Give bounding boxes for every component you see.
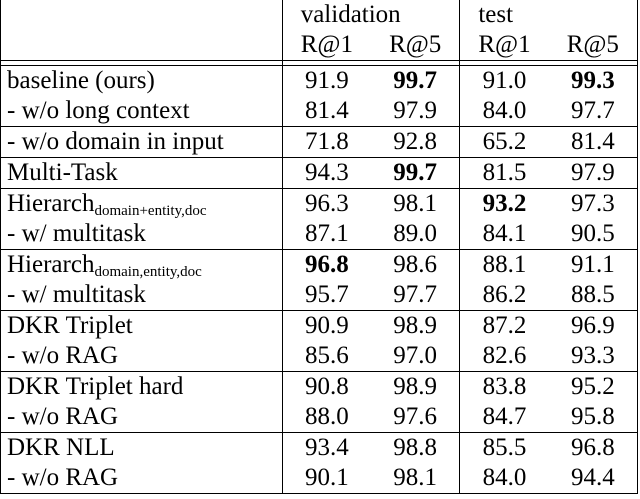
row-label-text: Multi-Task [7, 159, 118, 186]
header-group-validation: validation [282, 0, 460, 30]
row-label [1, 341, 283, 372]
score-value: 95.7 [304, 281, 349, 308]
header-group-test: test [460, 0, 638, 30]
cell-test-r5 [549, 341, 638, 372]
row-label-text: - w/o RAG [7, 342, 119, 369]
score-value: 98.1 [393, 190, 438, 217]
cell-validation-r5 [371, 311, 460, 342]
score-value: 88.1 [482, 251, 527, 278]
row-label [1, 189, 283, 220]
score-value: 91.1 [570, 251, 615, 278]
header-test-r5: R@5 [549, 30, 638, 61]
score-value: 98.6 [393, 251, 438, 278]
cell-validation-r1 [282, 402, 371, 433]
cell-validation-r1 [282, 463, 371, 494]
score-value: 97.6 [393, 403, 438, 430]
header-empty-cell [1, 0, 283, 30]
row-label-text: Hierarch [7, 251, 95, 278]
cell-validation-r5 [371, 280, 460, 311]
best-score-value: 99.3 [570, 67, 615, 94]
table-row [1, 219, 638, 250]
score-value: 86.2 [482, 281, 527, 308]
cell-validation-r1 [282, 96, 371, 127]
cell-validation-r5 [371, 127, 460, 158]
score-value: 98.8 [393, 434, 438, 461]
row-label-text: - w/o RAG [7, 403, 119, 430]
cell-validation-r5 [371, 189, 460, 220]
cell-test-r1 [460, 66, 549, 97]
row-label-text: DKR Triplet hard [7, 373, 184, 400]
cell-validation-r1 [282, 341, 371, 372]
row-label-text: - w/o RAG [7, 464, 119, 491]
cell-validation-r1 [282, 372, 371, 403]
row-label [1, 66, 283, 97]
score-value: 81.4 [304, 97, 349, 124]
cell-test-r1 [460, 250, 549, 281]
cell-test-r1 [460, 341, 549, 372]
best-score-value: 99.7 [393, 159, 438, 186]
table-row [1, 372, 638, 403]
score-value: 96.8 [570, 434, 615, 461]
score-value: 87.1 [304, 220, 349, 247]
row-label [1, 280, 283, 311]
cell-test-r5 [549, 127, 638, 158]
cell-test-r5 [549, 189, 638, 220]
score-value: 85.5 [482, 434, 527, 461]
row-label-text: baseline (ours) [7, 67, 155, 94]
cell-test-r5 [549, 433, 638, 464]
row-label-text: - w/ multitask [7, 281, 146, 308]
cell-validation-r5 [371, 463, 460, 494]
table-row [1, 189, 638, 220]
table-row [1, 463, 638, 494]
cell-test-r1 [460, 219, 549, 250]
score-value: 96.9 [570, 312, 615, 339]
score-value: 90.1 [304, 464, 349, 491]
table-row [1, 250, 638, 281]
score-value: 94.3 [304, 159, 349, 186]
cell-validation-r5 [371, 66, 460, 97]
score-value: 95.8 [570, 403, 615, 430]
table-row [1, 127, 638, 158]
header-test-r1: R@1 [460, 30, 549, 61]
score-value: 85.6 [304, 342, 349, 369]
row-label-text: Hierarch [7, 190, 95, 217]
cell-test-r5 [549, 66, 638, 97]
row-label [1, 372, 283, 403]
score-value: 90.9 [304, 312, 349, 339]
score-value: 83.8 [482, 373, 527, 400]
cell-test-r1 [460, 402, 549, 433]
row-label [1, 311, 283, 342]
cell-test-r1 [460, 158, 549, 189]
cell-test-r5 [549, 372, 638, 403]
score-value: 92.8 [393, 128, 438, 155]
cell-validation-r5 [371, 96, 460, 127]
score-value: 97.3 [570, 190, 615, 217]
score-value: 88.0 [304, 403, 349, 430]
cell-test-r5 [549, 219, 638, 250]
score-value: 87.2 [482, 312, 527, 339]
header-row-groups [1, 0, 638, 30]
cell-test-r1 [460, 189, 549, 220]
cell-test-r5 [549, 250, 638, 281]
score-value: 65.2 [482, 128, 527, 155]
row-label [1, 219, 283, 250]
score-value: 93.3 [570, 342, 615, 369]
table-row [1, 280, 638, 311]
score-value: 71.8 [304, 128, 349, 155]
score-value: 94.4 [570, 464, 615, 491]
cell-test-r1 [460, 433, 549, 464]
cell-validation-r1 [282, 250, 371, 281]
score-value: 81.4 [570, 128, 615, 155]
score-value: 97.7 [393, 281, 438, 308]
row-label-text: DKR Triplet [7, 312, 133, 339]
score-value: 91.0 [482, 67, 527, 94]
table-row [1, 341, 638, 372]
score-value: 81.5 [482, 159, 527, 186]
cell-test-r5 [549, 96, 638, 127]
score-value: 96.3 [304, 190, 349, 217]
table-row [1, 402, 638, 433]
cell-test-r1 [460, 463, 549, 494]
table-row [1, 66, 638, 97]
best-score-value: 99.7 [393, 67, 438, 94]
score-value: 89.0 [393, 220, 438, 247]
score-value: 84.7 [482, 403, 527, 430]
score-value: 98.9 [393, 373, 438, 400]
cell-test-r1 [460, 311, 549, 342]
best-score-value: 96.8 [304, 251, 349, 278]
score-value: 98.9 [393, 312, 438, 339]
cell-validation-r5 [371, 158, 460, 189]
row-label-text: - w/o long context [7, 97, 190, 124]
row-label-text: - w/o domain in input [7, 128, 224, 155]
cell-validation-r1 [282, 311, 371, 342]
cell-test-r5 [549, 311, 638, 342]
cell-validation-r1 [282, 189, 371, 220]
cell-validation-r5 [371, 402, 460, 433]
row-label-text: DKR NLL [7, 434, 115, 461]
score-value: 98.1 [393, 464, 438, 491]
cell-validation-r5 [371, 341, 460, 372]
score-value: 97.7 [570, 97, 615, 124]
row-label [1, 433, 283, 464]
results-table-body [1, 0, 638, 494]
score-value: 97.0 [393, 342, 438, 369]
table-row [1, 433, 638, 464]
cell-test-r5 [549, 280, 638, 311]
row-label [1, 127, 283, 158]
row-label-subscript: domain+entity,doc [94, 203, 207, 219]
cell-validation-r1 [282, 280, 371, 311]
score-value: 97.9 [570, 159, 615, 186]
score-value: 91.9 [304, 67, 349, 94]
score-value: 93.4 [304, 434, 349, 461]
score-value: 90.8 [304, 373, 349, 400]
row-label [1, 158, 283, 189]
header-row-metrics [1, 30, 638, 61]
score-value: 97.9 [393, 97, 438, 124]
table-row [1, 96, 638, 127]
score-value: 84.0 [482, 97, 527, 124]
header-validation-r1: R@1 [282, 30, 371, 61]
row-label-text: - w/ multitask [7, 220, 146, 247]
cell-test-r5 [549, 402, 638, 433]
cell-validation-r1 [282, 433, 371, 464]
table-row [1, 311, 638, 342]
cell-validation-r5 [371, 250, 460, 281]
score-value: 84.1 [482, 220, 527, 247]
row-label [1, 250, 283, 281]
row-label [1, 402, 283, 433]
cell-validation-r5 [371, 433, 460, 464]
cell-validation-r1 [282, 158, 371, 189]
cell-test-r1 [460, 96, 549, 127]
cell-test-r5 [549, 158, 638, 189]
score-value: 82.6 [482, 342, 527, 369]
cell-validation-r1 [282, 66, 371, 97]
score-value: 88.5 [570, 281, 615, 308]
cell-validation-r5 [371, 372, 460, 403]
cell-test-r1 [460, 372, 549, 403]
best-score-value: 93.2 [482, 190, 527, 217]
header-validation-r5: R@5 [371, 30, 460, 61]
cell-test-r1 [460, 280, 549, 311]
score-value: 95.2 [570, 373, 615, 400]
cell-validation-r5 [371, 219, 460, 250]
score-value: 84.0 [482, 464, 527, 491]
header-empty-cell [1, 30, 283, 61]
row-label [1, 96, 283, 127]
cell-validation-r1 [282, 127, 371, 158]
cell-validation-r1 [282, 219, 371, 250]
score-value: 90.5 [570, 220, 615, 247]
row-label [1, 463, 283, 494]
row-label-subscript: domain,entity,doc [94, 264, 202, 280]
table-row [1, 158, 638, 189]
cell-test-r1 [460, 127, 549, 158]
cell-test-r5 [549, 463, 638, 494]
